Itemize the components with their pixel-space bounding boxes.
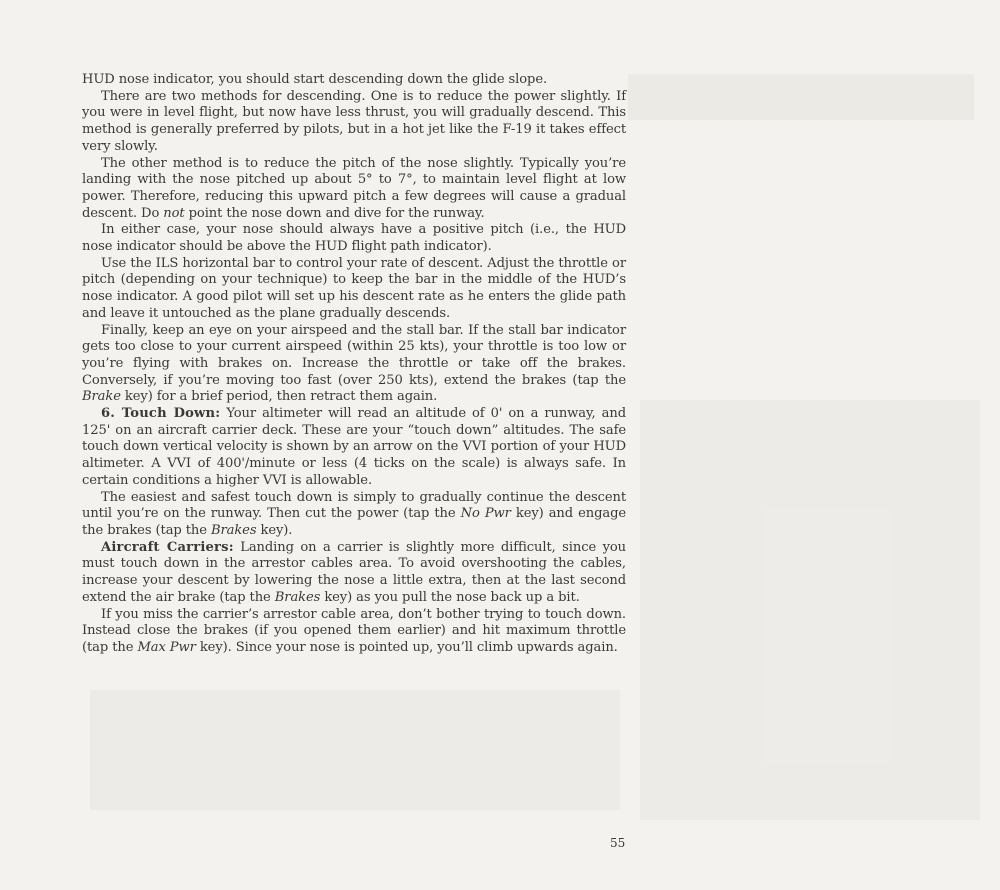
text: key). — [256, 522, 293, 538]
key-name: Brake — [82, 389, 121, 405]
paragraph — [82, 490, 626, 540]
paragraph — [82, 256, 626, 323]
paragraph — [82, 323, 626, 407]
text: Your altimeter will read an altitude of 0' on a runway, and 125' on an aircraft carrier deck. These are your “touch down” altitudes. The safe touch down vertical velocity is shown by an arrow on the VVI portion of your HUD altimeter. A VVI of 400'/minute or less (4 ticks on the scale) is always safe. In certain conditions a higher VVI is allowable. — [82, 406, 626, 488]
paragraph — [82, 222, 626, 255]
text: The other method is to reduce the pitch of the nose slightly. Typically you’re landing with the nose pitched up about 5° to 7°, to maintain level flight at low power. Therefore, reducing this upward pitch a few degrees will cause a gradual descent. Do — [82, 155, 626, 221]
text: In either case, your nose should always have a positive pitch (i.e., the HUD nose indicator should be above the HUD flight path indicator). — [82, 222, 626, 255]
text: Finally, keep an eye on your airspeed and the stall bar. If the stall bar indicator gets too close to your current airspeed (within 25 kts), your throttle is too low or you’re flying with brakes on. Increase the throttle or take off the brakes. Conversely, if you’re moving too fast (over 250 kts), extend the brakes (tap the — [82, 322, 626, 388]
text: key) for a brief period, then retract them again. — [120, 389, 438, 405]
text: key) and engage the brakes (tap the — [82, 506, 626, 538]
key-name: Brakes — [210, 522, 257, 538]
paragraph — [82, 406, 626, 490]
text: point the nose down and dive for the runway. — [184, 205, 485, 221]
emphasis: not — [163, 205, 185, 221]
paragraph — [82, 607, 626, 657]
key-name: No Pwr — [460, 506, 511, 522]
body-text — [82, 72, 626, 657]
text: key) as you pull the nose back up a bit. — [320, 589, 580, 605]
text: HUD nose indicator, you should start descending down the glide slope. — [82, 72, 548, 87]
section-heading: Aircraft Carriers: — [101, 539, 234, 555]
page-number: 55 — [610, 836, 626, 850]
paragraph — [82, 72, 626, 89]
bleed-through-area-lower — [90, 690, 620, 810]
bleed-through-area — [640, 400, 980, 820]
key-name: Brakes — [274, 589, 321, 605]
text: If you miss the carrier’s arrestor cable area, don’t bother trying to touch down. Instead close the brakes (if you opened them earlier) and hit maximum throttle (tap the — [82, 606, 626, 655]
section-heading: 6. Touch Down: — [101, 406, 221, 422]
text: key). Since your nose is pointed up, you’ll climb upwards again. — [195, 639, 618, 655]
bleed-through-band — [628, 74, 974, 120]
paragraph — [82, 540, 626, 607]
text: Landing on a carrier is slightly more difficult, since you must touch down in the arrestor cables area. To avoid overshooting the cables, increase your descent by lowering the nose a little extra, then at the last second extend the air brake (tap the — [82, 539, 626, 605]
key-name: Max Pwr — [137, 639, 196, 655]
paragraph — [82, 156, 626, 223]
text: There are two methods for descending. One is to reduce the power slightly. If you were in level flight, but now have less thrust, you will gradually descend. This method is generally preferred by pilots, but in a hot jet like the F-19 it takes effect very slowly. — [82, 88, 626, 154]
paragraph — [82, 89, 626, 156]
text: The easiest and safest touch down is simply to gradually continue the descent until you’re on the runway. Then cut the power (tap the — [82, 489, 626, 522]
text: Use the ILS horizontal bar to control your rate of descent. Adjust the throttle or pitch (depending on your technique) to keep the bar in the middle of the HUD’s nose indicator. A good pilot will set up his descent rate as he enters the glide path and leave it untouched as the plane gradually descends. — [82, 255, 626, 321]
